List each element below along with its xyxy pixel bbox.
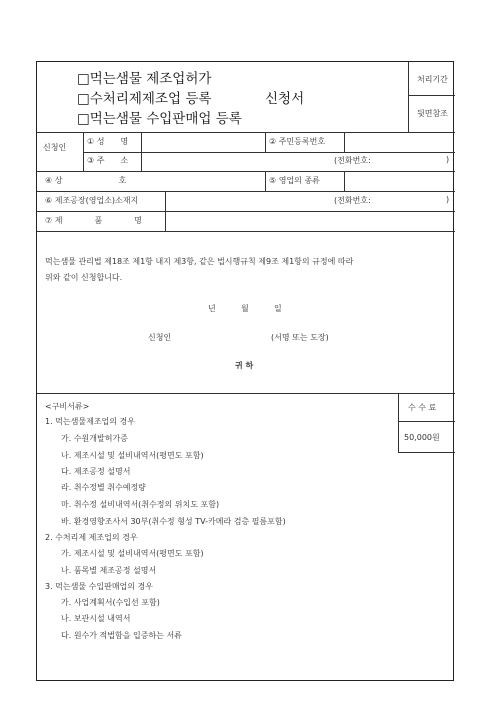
title-line-2: □수처리제제조업 등록	[77, 91, 212, 107]
trade-type-divider	[265, 171, 266, 191]
header-divider	[408, 62, 409, 132]
product-row-rule	[37, 231, 455, 232]
fee-mid-rule	[398, 421, 455, 422]
applicant-sign-field[interactable]	[177, 328, 267, 344]
header-right-divider	[408, 95, 455, 96]
factory-phone-label: (전화번호:	[334, 196, 371, 205]
doc-item-1b: 나. 제조시설 및 설비내역서(평면도 포함)	[61, 451, 204, 460]
doc-item-1f: 바. 환경영향조사서 30부(취수정 형성 TV-카메라 검층 필름포함)	[61, 517, 286, 526]
factory-phone-close-paren: )	[446, 195, 450, 204]
title-line-1: □먹는샘물 제조업허가	[77, 71, 212, 87]
trade-name-label: ④ 상 호	[45, 176, 127, 185]
factory-location-label: ⑥ 제조공장(영업소)소재지	[45, 196, 139, 205]
fee-label: 수 수 료	[408, 403, 437, 412]
fee-divider	[398, 393, 399, 452]
phone-label: (전화번호:	[334, 156, 371, 165]
resident-no-field[interactable]	[346, 133, 453, 151]
business-type-label: ⑤ 영업의 종류	[269, 176, 320, 185]
title-suffix: 신청서	[265, 91, 305, 107]
statement-line-1: 먹는샘물 관리법 제18조 제1항 내지 제3항, 같은 법시행규칙 제9조 제1항의 규정에 따라	[45, 257, 354, 266]
applicant-section-label: 신청인	[43, 143, 67, 152]
business-type-field[interactable]	[346, 172, 453, 190]
product-name-field[interactable]	[167, 212, 453, 230]
signature-label: (서명 또는 도장)	[271, 333, 329, 342]
doc-item-1d: 라. 취수정별 취수예정량	[61, 483, 146, 492]
phone-close-paren: )	[446, 155, 450, 164]
statement-bottom-rule	[37, 393, 455, 394]
doc-item-2a: 가. 제조시설 및 설비내역서(평면도 포함)	[61, 549, 204, 558]
fee-bottom-rule	[398, 452, 455, 453]
doc-item-1a: 가. 수원개발허가증	[61, 434, 128, 443]
doc-section-1: 1. 먹는샘물제조업의 경우	[45, 417, 135, 426]
doc-item-3b: 나. 보관시설 내역서	[61, 614, 131, 623]
name-label: ① 성 명	[87, 137, 129, 146]
factory-label-divider	[165, 191, 166, 211]
address-field[interactable]	[143, 153, 453, 170]
factory-location-field[interactable]	[167, 192, 453, 210]
date-year: 년	[208, 304, 216, 313]
name-id-divider	[265, 132, 266, 152]
date-day: 일	[274, 304, 282, 313]
doc-item-3a: 가. 사업계획서(수입선 포함)	[61, 598, 160, 607]
documents-heading: <구비서류>	[45, 402, 90, 411]
processing-period-label: 처리기간	[417, 75, 448, 84]
application-form	[36, 61, 454, 681]
product-label-divider	[165, 211, 166, 231]
type-value-divider	[344, 171, 345, 191]
back-reference-label: 뒷면참조	[417, 109, 448, 118]
doc-item-3c: 다. 원수가 적법함을 입증하는 서류	[61, 631, 182, 640]
doc-item-1e: 마. 취수정 설비내역서(취수정의 위치도 포함)	[61, 500, 220, 509]
title-line-3: □먹는샘물 수입판매업 등록	[77, 111, 242, 127]
fee-value: 50,000원	[404, 433, 440, 442]
statement-line-2: 위와 같이 신청합니다.	[45, 273, 123, 282]
name-field[interactable]	[143, 133, 263, 151]
product-name-label: ⑦ 제 품 명	[45, 216, 142, 225]
trade-name-field[interactable]	[167, 172, 263, 190]
addressee: 귀 하	[235, 361, 254, 370]
id-value-divider	[344, 132, 345, 152]
resident-no-label: ② 주민등록번호	[269, 137, 326, 146]
doc-section-3: 3. 먹는샘물 수입판매업의 경우	[45, 582, 153, 591]
doc-item-2b: 나. 품목별 제조공정 설명서	[61, 566, 157, 575]
address-label: ③ 주 소	[87, 156, 129, 165]
date-month: 월	[241, 304, 249, 313]
doc-item-1c: 다. 제조공정 설명서	[61, 467, 131, 476]
applicant-sign-label: 신청인	[148, 333, 172, 342]
doc-section-2: 2. 수처리제 제조업의 경우	[45, 533, 138, 542]
